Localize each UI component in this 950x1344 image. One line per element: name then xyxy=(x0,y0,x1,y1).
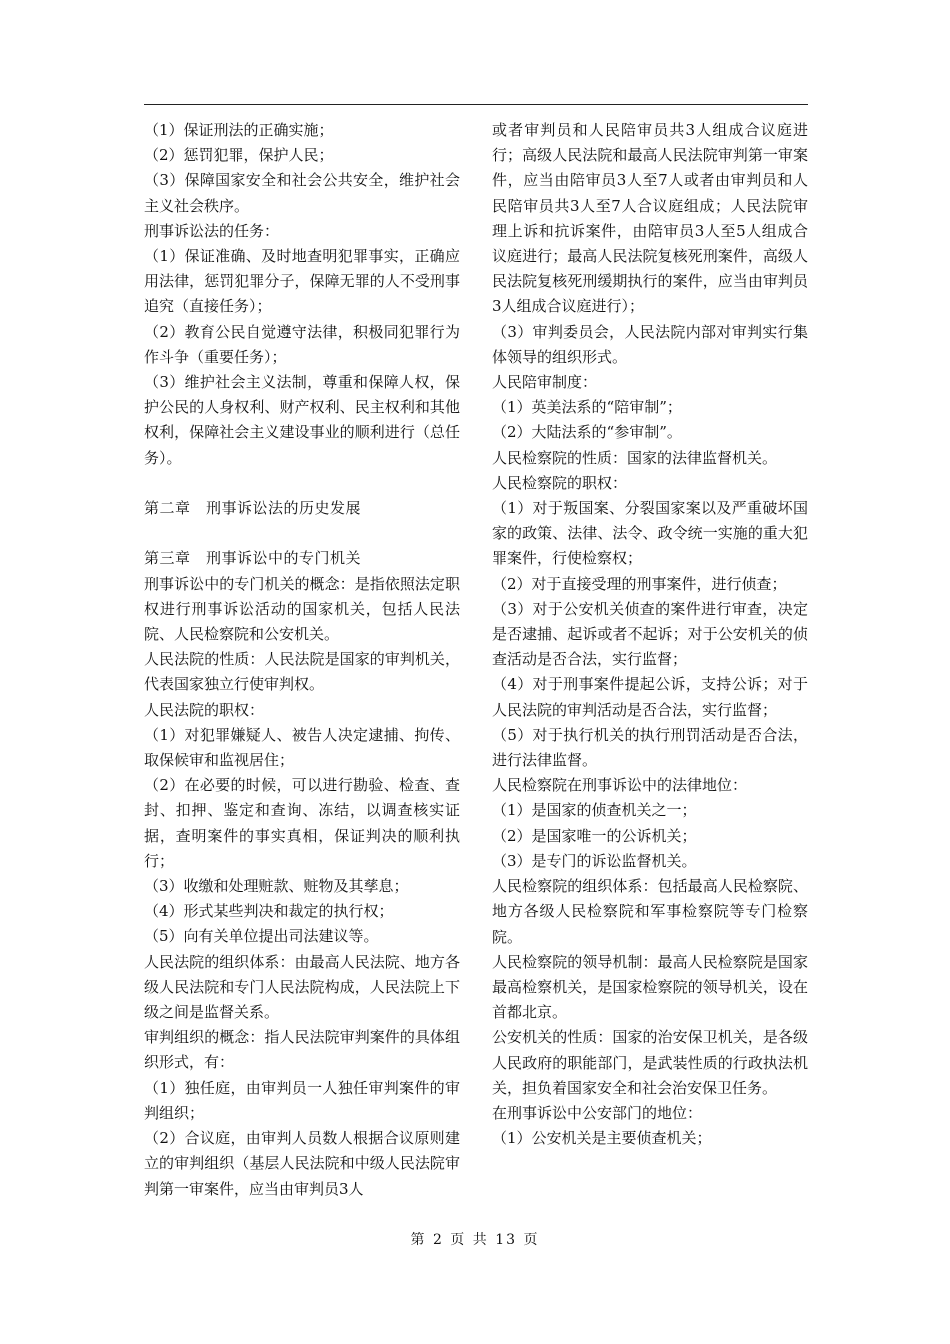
header-rule xyxy=(144,104,808,105)
paragraph: （1）对于叛国案、分裂国家案以及严重破坏国家的政策、法律、法令、政令统一实施的重大犯罪案件，行使检察权； xyxy=(492,499,808,568)
paragraph: （5）对于执行机关的执行刑罚活动是否合法，进行法律监督。 xyxy=(492,725,808,770)
paragraph: 人民陪审制度： xyxy=(492,373,598,392)
chapter-heading: 第三章 刑事诉讼中的专门机关 xyxy=(144,549,362,568)
chapter-heading: 第二章 刑事诉讼法的历史发展 xyxy=(144,499,362,518)
paragraph: （3）收缴和处理赃款、赃物及其孳息； xyxy=(144,877,409,896)
paragraph: 人民法院的组织体系：由最高人民法院、地方各级人民法院和专门人民法院构成，人民法院上下级之间是监督关系。 xyxy=(144,952,460,1022)
paragraph: 刑事诉讼法的任务： xyxy=(144,221,280,240)
left-column xyxy=(144,118,460,1202)
paragraph: 刑事诉讼中的专门机关的概念：是指依照法定职权进行刑事诉讼活动的国家机关，包括人民法院、人民检察院和公安机关。 xyxy=(144,574,460,644)
paragraph: 公安机关的性质：国家的治安保卫机关，是各级人民政府的职能部门，是武装性质的行政执法机关，担负着国家安全和社会治安保卫任务。 xyxy=(492,1028,808,1097)
right-column xyxy=(492,118,808,1151)
paragraph: 审判组织的概念：指人民法院审判案件的具体组织形式，有： xyxy=(144,1028,460,1072)
paragraph: 人民法院的性质：人民法院是国家的审判机关，代表国家独立行使审判权。 xyxy=(144,650,460,694)
paragraph: （1）独任庭，由审判员一人独任审判案件的审判组织； xyxy=(144,1078,460,1122)
paragraph: （2）是国家唯一的公诉机关； xyxy=(492,826,697,845)
paragraph: （4）对于刑事案件提起公诉，支持公诉；对于人民法院的审判活动是否合法，实行监督； xyxy=(492,675,808,719)
paragraph: （3）维护社会主义法制，尊重和保障人权，保护公民的人身权利、财产权利、民主权利和其他权利，保障社会主义建设事业的顺利进行（总任务）。 xyxy=(144,373,460,467)
paragraph: （3）保障国家安全和社会公共安全，维护社会主义社会秩序。 xyxy=(144,171,460,215)
paragraph: （2）大陆法系的“参审制”。 xyxy=(492,423,682,442)
paragraph: 人民检察院的领导机制：最高人民检察院是国家最高检察机关，是国家检察院的领导机关，设在首都北京。 xyxy=(492,952,808,1022)
paragraph: （1）公安机关是主要侦查机关； xyxy=(492,1129,712,1148)
paragraph: （2）对于直接受理的刑事案件，进行侦查； xyxy=(492,574,787,593)
paragraph: （1）对犯罪嫌疑人、被告人决定逮捕、拘传、取保候审和监视居住； xyxy=(144,725,460,770)
page-number: 第 2 页 共 13 页 xyxy=(410,1232,540,1248)
paragraph: （2）合议庭，由审判人员数人根据合议原则建立的审判组织（基层人民法院和中级人民法院审判第一审案件，应当由审判员3人 xyxy=(144,1129,460,1198)
paragraph: 人民检察院在刑事诉讼中的法律地位： xyxy=(492,776,748,795)
paragraph: （4）形式某些判决和裁定的执行权； xyxy=(144,902,394,921)
paragraph: 在刑事诉讼中公安部门的地位： xyxy=(492,1103,703,1122)
paragraph: 或者审判员和人民陪审员共3人组成合议庭进行；高级人民法院和最高人民法院审判第一审案件，应当由陪审员3人至7人或者由审判员和人民陪审员共3人至7人合议庭组成；人民法院审理上诉和抗诉案件，由陪审员3人至5人组成合议庭进行；最高人民法院复核死刑案件，高级人民法院复核死刑缓期执行的案件，应当由审判员3人组成合议庭进行）； xyxy=(492,121,808,316)
paragraph: （1）英美法系的“陪审制”； xyxy=(492,398,682,417)
paragraph: （1）保证刑法的正确实施； xyxy=(144,121,334,139)
paragraph: 人民检察院的组织体系：包括最高人民检察院、地方各级人民检察院和军事检察院等专门检察院。 xyxy=(492,877,808,946)
paragraph: （3）对于公安机关侦查的案件进行审查，决定是否逮捕、起诉或者不起诉；对于公安机关的侦查活动是否合法，实行监督； xyxy=(492,599,808,669)
paragraph: （2）教育公民自觉遵守法律，积极同犯罪行为作斗争（重要任务）； xyxy=(144,322,460,366)
paragraph: （5）向有关单位提出司法建议等。 xyxy=(144,927,379,946)
paragraph: （1）是国家的侦查机关之一； xyxy=(492,801,697,820)
paragraph: （3）是专门的诉讼监督机关。 xyxy=(492,851,697,870)
paragraph: 人民检察院的性质：国家的法律监督机关。 xyxy=(492,448,778,467)
paragraph: 人民检察院的职权： xyxy=(492,473,628,492)
paragraph: （2）惩罚犯罪，保护人民； xyxy=(144,146,334,165)
paragraph: （3）审判委员会，人民法院内部对审判实行集体领导的组织形式。 xyxy=(492,322,808,366)
paragraph: 人民法院的职权： xyxy=(144,700,265,719)
paragraph: （2）在必要的时候，可以进行勘验、检查、查封、扣押、鉴定和查询、冻结，以调查核实证据，查明案件的事实真相，保证判决的顺利执行； xyxy=(144,776,460,870)
paragraph: （1）保证准确、及时地查明犯罪事实，正确应用法律，惩罚犯罪分子，保障无罪的人不受刑事追究（直接任务）； xyxy=(144,247,460,316)
